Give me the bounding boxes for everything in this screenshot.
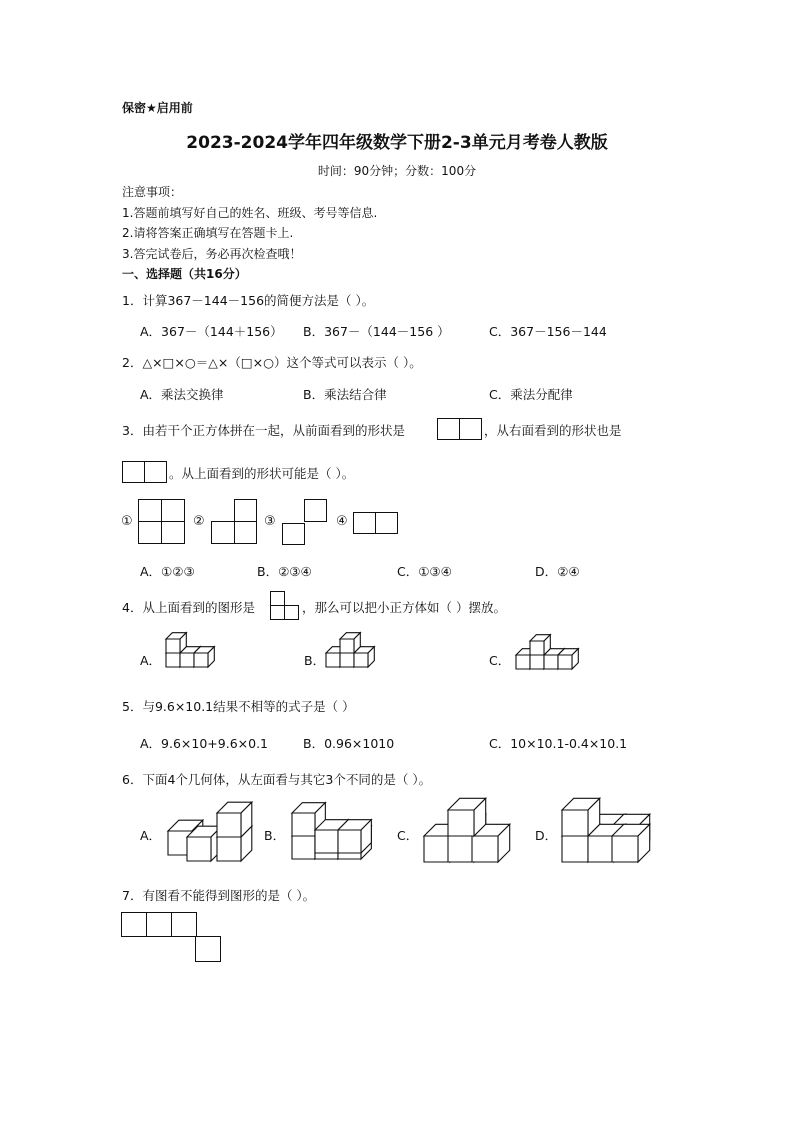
notice-item: 2.请将答案正确填写在答题卡上.	[122, 226, 294, 240]
q4-option-c-cubes	[510, 634, 580, 684]
cube-face	[338, 830, 361, 853]
figure-label-4: ④	[336, 514, 348, 529]
q1-option-c: C．367－156－144	[489, 324, 607, 339]
notice-item: 1.答题前填写好自己的姓名、班级、考号等信息.	[122, 206, 378, 220]
cube-face	[292, 813, 315, 836]
figure-label-1: ①	[121, 514, 133, 529]
cube-face	[448, 836, 474, 862]
question-6-stem: 6．下面4个几何体，从左面看与其它3个不同的是（ ）。	[122, 772, 432, 787]
cube-face	[166, 639, 180, 653]
question-3-stem-part2: ，从右面看到的形状也是	[484, 423, 622, 438]
q3-option-d: D．②④	[535, 564, 580, 579]
q4-option-c: C．	[489, 653, 511, 668]
q4-option-b-cubes	[322, 632, 387, 682]
cube-face	[472, 836, 498, 862]
cube-face	[166, 653, 180, 667]
cube-face	[612, 836, 638, 862]
secret-label: 保密★启用前	[122, 101, 193, 115]
q6-option-d-cubes	[558, 798, 658, 868]
cube-face	[562, 810, 588, 836]
cube-face	[354, 653, 368, 667]
q6-option-c: C．	[397, 828, 419, 843]
q6-option-d: D．	[535, 828, 558, 843]
cube-face	[530, 641, 544, 655]
q4-option-b: B．	[304, 653, 326, 668]
cube-face	[530, 655, 544, 669]
section-heading: 一、选择题（共16分）	[122, 267, 247, 281]
question-5-stem: 5．与9.6×10.1结果不相等的式子是（ ）	[122, 699, 355, 714]
cube-face	[588, 836, 614, 862]
q6-option-b: B．	[264, 828, 286, 843]
q1-option-a: A．367－（144＋156）	[140, 324, 283, 339]
q6-option-a-cubes	[160, 798, 255, 868]
q5-option-c: C．10×10.1-0.4×10.1	[489, 736, 628, 751]
cube-face	[544, 655, 558, 669]
q1-option-b: B．367－（144－156 ）	[303, 324, 450, 339]
question-7-stem: 7．有图看不能得到图形的是（ ）。	[122, 888, 316, 903]
cube-face	[180, 653, 194, 667]
cube-face	[562, 836, 588, 862]
cube-face	[217, 813, 241, 837]
question-4-stem-part1: 4．从上面看到的图形是	[122, 600, 255, 615]
figure-label-3: ③	[264, 514, 276, 529]
cube-face	[558, 655, 572, 669]
cube-face	[187, 837, 211, 861]
question-2-stem: 2．△×□×○＝△×（□×○）这个等式可以表示（ ）。	[122, 355, 422, 370]
cube-face	[340, 639, 354, 653]
cube-face	[340, 653, 354, 667]
q2-option-a: A．乘法交换律	[140, 387, 224, 402]
q3-option-c: C．①③④	[397, 564, 452, 579]
question-1-stem: 1．计算367－144－156的简便方法是（ ）。	[122, 293, 375, 308]
time-info: 时间：90分钟；分数：100分	[317, 164, 477, 178]
q3-option-a: A．①②③	[140, 564, 195, 579]
cube-face	[292, 836, 315, 859]
q3-option-b: B．②③④	[257, 564, 312, 579]
cube-face	[217, 837, 241, 861]
q2-option-b: B．乘法结合律	[303, 387, 387, 402]
notice-heading: 注意事项：	[122, 185, 183, 199]
cube-face	[448, 810, 474, 836]
q2-option-c: C．乘法分配律	[489, 387, 573, 402]
q5-option-b: B．0.96×1010	[303, 736, 395, 751]
cube-face	[315, 830, 338, 853]
page-title: 2023-2024学年四年级数学下册2-3单元月考卷人教版	[186, 133, 608, 153]
q4-option-a-cubes	[160, 632, 220, 682]
cube-face	[424, 836, 450, 862]
notice-item: 3.答完试卷后，务必再次检查哦！	[122, 247, 302, 261]
question-4-stem-part2: ，那么可以把小正方体如（ ）摆放。	[302, 600, 506, 615]
question-3-stem-part3: 。从上面看到的形状可能是（ ）。	[169, 466, 355, 481]
q4-option-a: A．	[140, 653, 162, 668]
cube-face	[194, 653, 208, 667]
figure-label-2: ②	[193, 514, 205, 529]
cube-face	[326, 653, 340, 667]
question-3-stem-part1: 3．由若干个正方体拼在一起，从前面看到的形状是	[122, 423, 405, 438]
cube-face	[516, 655, 530, 669]
q6-option-b-cubes	[287, 805, 382, 865]
q6-option-c-cubes	[420, 798, 520, 868]
q6-option-a: A．	[140, 828, 162, 843]
q5-option-a: A．9.6×10+9.6×0.1	[140, 736, 269, 751]
